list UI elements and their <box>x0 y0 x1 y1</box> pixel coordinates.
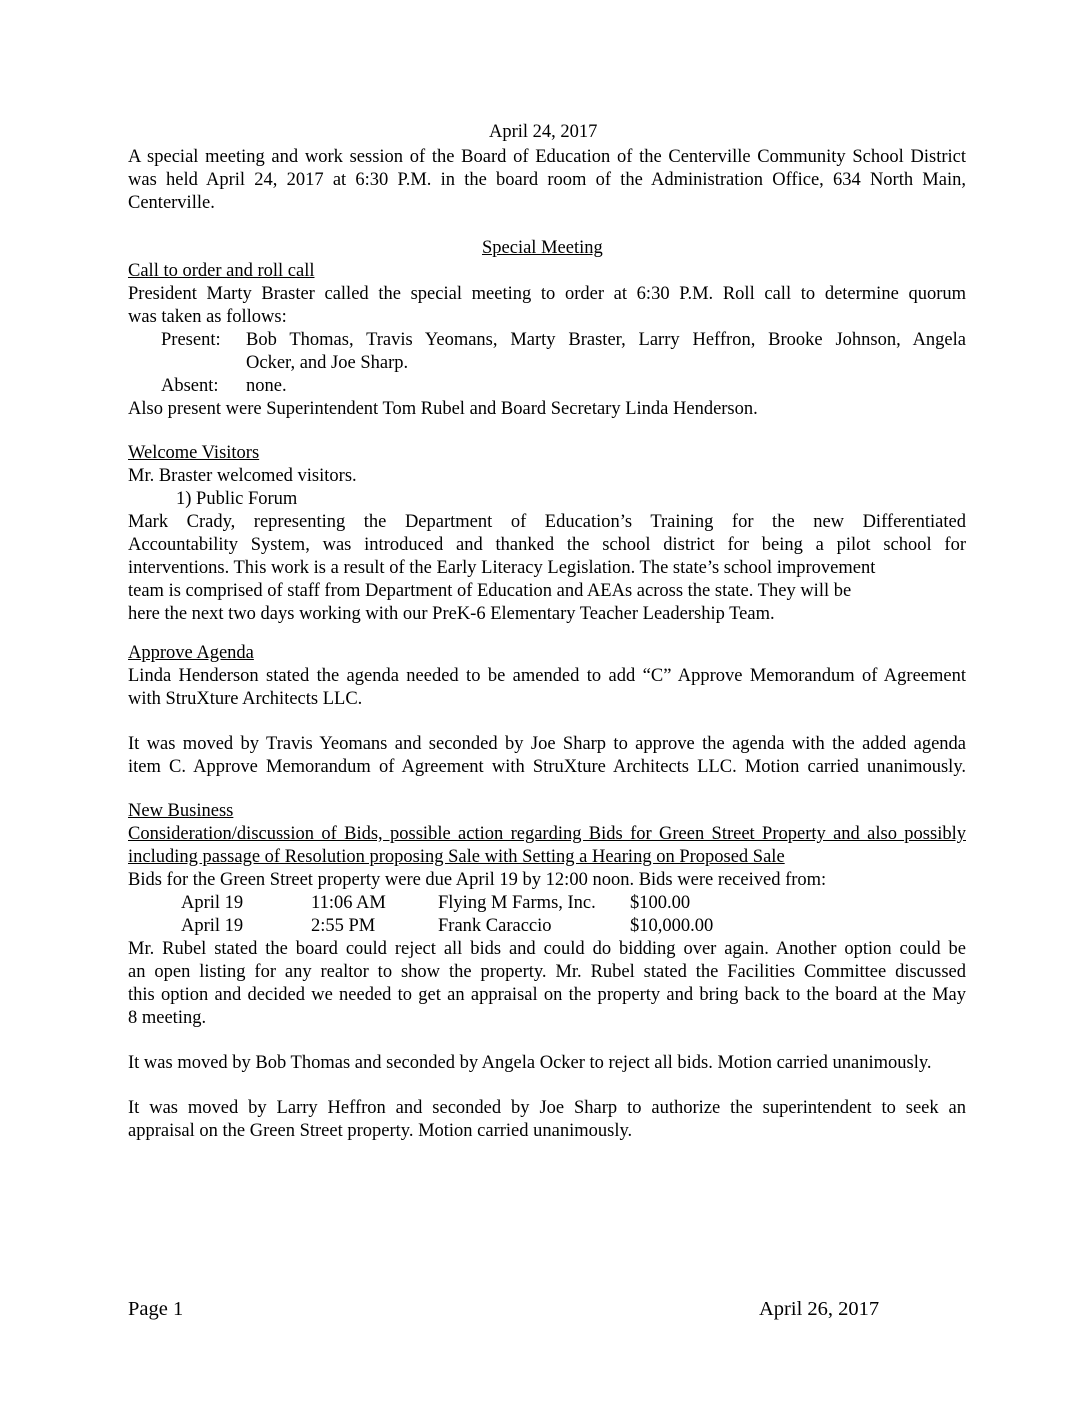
approve-agenda-heading: Approve Agenda <box>128 643 254 663</box>
call-to-order-line: President Marty Braster called the special meeting to order at 6:30 P.M. Roll call to determine quorum <box>128 284 966 304</box>
bid-time: 2:55 PM <box>311 916 376 936</box>
public-forum-item: 1) Public Forum <box>176 489 298 509</box>
present-line: Ocker, and Joe Sharp. <box>246 353 409 373</box>
call-to-order-line: was taken as follows: <box>128 307 287 327</box>
new-business-subheading: Consideration/discussion of Bids, possible action regarding Bids for Green Street Property and also possibly <box>128 824 966 844</box>
bids-intro: Bids for the Green Street property were due April 19 by 12:00 noon. Bids were received from: <box>128 870 827 890</box>
footer-date: April 26, 2017 <box>759 1298 880 1320</box>
intro-line: A special meeting and work session of the Board of Education of the Centerville Community School District <box>128 147 966 167</box>
bidder-name: Frank Caraccio <box>438 916 552 936</box>
special-meeting-heading: Special Meeting <box>482 238 603 258</box>
new-business-heading: New Business <box>128 801 234 821</box>
new-business-subheading: including passage of Resolution proposing Sale with Setting a Hearing on Proposed Sale <box>128 847 785 867</box>
welcome-visitors-heading: Welcome Visitors <box>128 443 260 463</box>
bidder-name: Flying M Farms, Inc. <box>438 893 596 913</box>
also-present-line: Also present were Superintendent Tom Rubel and Board Secretary Linda Henderson. <box>128 399 758 419</box>
present-label: Present: <box>161 330 221 350</box>
paragraph-line: interventions. This work is a result of the Early Literacy Legislation. The state’s school improvement <box>128 558 876 578</box>
agenda-line: Linda Henderson stated the agenda needed to be amended to add “C” Approve Memorandum of Agreement <box>128 666 966 686</box>
call-to-order-heading: Call to order and roll call <box>128 261 315 281</box>
bid-date: April 19 <box>181 893 244 913</box>
bid-amount: $100.00 <box>630 893 691 913</box>
paragraph-line: team is comprised of staff from Department of Education and AEAs across the state. They will be <box>128 581 852 601</box>
motion-reject-bids: It was moved by Bob Thomas and seconded by Angela Ocker to reject all bids. Motion carried unanimously. <box>128 1053 932 1073</box>
date-heading: April 24, 2017 <box>489 122 598 142</box>
absent-value: none. <box>246 376 287 396</box>
paragraph-line: Mr. Rubel stated the board could reject all bids and could do bidding over again. Another option could be <box>128 939 966 959</box>
footer-page-number: Page 1 <box>128 1298 184 1320</box>
agenda-line: with StruXture Architects LLC. <box>128 689 363 709</box>
absent-label: Absent: <box>161 376 219 396</box>
intro-line: Centerville. <box>128 193 215 213</box>
agenda-motion-line: It was moved by Travis Yeomans and seconded by Joe Sharp to approve the agenda with the added agenda <box>128 734 966 754</box>
bid-date: April 19 <box>181 916 244 936</box>
paragraph-line: 8 meeting. <box>128 1008 207 1028</box>
welcome-line: Mr. Braster welcomed visitors. <box>128 466 357 486</box>
bid-amount: $10,000.00 <box>630 916 714 936</box>
paragraph-line: an open listing for any realtor to show the property. Mr. Rubel stated the Facilities Committee discussed <box>128 962 966 982</box>
agenda-motion-line: item C. Approve Memorandum of Agreement with StruXture Architects LLC. Motion carried unanimously. <box>128 757 966 777</box>
present-line: Bob Thomas, Travis Yeomans, Marty Braster, Larry Heffron, Brooke Johnson, Angela <box>246 330 966 350</box>
bid-time: 11:06 AM <box>311 893 386 913</box>
intro-line: was held April 24, 2017 at 6:30 P.M. in the board room of the Administration Office, 634 North Main, <box>128 170 966 190</box>
paragraph-line: here the next two days working with our PreK-6 Elementary Teacher Leadership Team. <box>128 604 775 624</box>
motion-appraisal-line: appraisal on the Green Street property. Motion carried unanimously. <box>128 1121 633 1141</box>
paragraph-line: Accountability System, was introduced and thanked the school district for being a pilot school for <box>128 535 966 555</box>
motion-appraisal-line: It was moved by Larry Heffron and seconded by Joe Sharp to authorize the superintendent to seek an <box>128 1098 966 1118</box>
paragraph-line: this option and decided we needed to get an appraisal on the property and bring back to the board at the May <box>128 985 966 1005</box>
paragraph-line: Mark Crady, representing the Department of Education’s Training for the new Differentiated <box>128 512 966 532</box>
